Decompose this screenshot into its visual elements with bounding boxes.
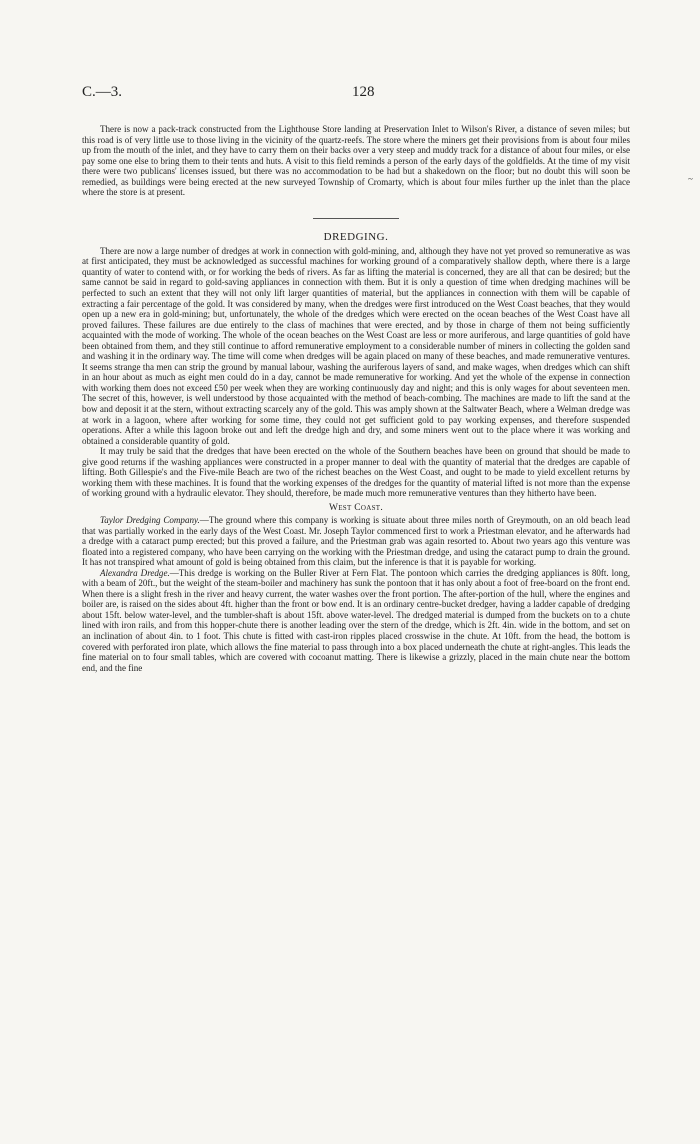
taylor-paragraph [82,515,630,568]
margin-mark: ~ [688,174,693,184]
page-number: 128 [352,84,375,100]
dredging-heading: DREDGING. [323,230,389,243]
alexandra-body: —This dredge is working on the Buller River at Fern Flat. The pontoon which carries the dredging appliances is 80ft. long, with a beam of 20ft., but the weight of the steam-boiler and machinery has sunk the pontoon that it has only about a foot of free-board on the front end. When there is a slight fresh in the river and heavy current, the water washes over the front portion. The after-portion of the hull, where the engines and boiler are, is raised on the sides about 4ft. higher than the front or bow end. It is an ordinary centre-bucket dredger, having a ladder capable of dredging about 15ft. below water-level, and the tumbler-shaft is about 15ft. above water-level. The dredged material is dumped from the buckets on to a chute lined with iron rails, and from this hopper-chute there is another leading over the stern of the dredge, which is 2ft. 4in. wide in the bottom, and set on an inclination of about 4in. to 1 foot. This chute is fitted with cast-iron ripples placed crosswise in the chute. At 10ft. from the head, the bottom is covered with perforated iron plate, which allows the fine material to pass through into a box placed underneath the chute at right-angles. This leads the fine material on to four small tables, which are covered with cocoanut matting. There is likewise a grizzly, placed in the main chute near the bottom end, and the fine [82,567,630,673]
dredging-paragraph-2: It may truly be said that the dredges that have been erected on the whole of the Southern beaches have been on ground that should be made to give good returns if the washing appliances were constructed in a proper manner to deal with the quantity of material that the dredges are capable of lifting. Both Gillespie's and the Five-mile Beach are two of the richest beaches on the West Coast, and ought to be made to yield excellent returns by working them with these machines. It is found that the working expenses of the dredges for the quantity of material lifted is not more than the expense of working ground with a hydraulic elevator. They should, therefore, be made much more remunerative ventures than they hitherto have been. [82,446,630,499]
document-page [82,84,630,673]
intro-paragraph: There is now a pack-track constructed from the Lighthouse Store landing at Preservation Inlet to Wilson's River, a distance of seven miles; but this road is of very little use to those living in the vicinity of the quartz-reefs. The store where the miners get their provisions from is about four miles up from the mouth of the inlet, and they have to carry them on their backs over a very steep and muddy track for a distance of about four miles, or else pay some one else to bring them to their tents and huts. A visit to this field reminds a person of the early days of the goldfields. At the time of my visit there were two publicans' licenses issued, but there was no accommodation to be had but a shakedown on the floor; but no doubt this will soon be remedied, as buildings were being erected at the new surveyed Township of Cromarty, which is about four miles further up the inlet than the place where the store is at present. [82,124,630,198]
report-reference: C.—3. [82,84,123,100]
dredging-paragraph-1: There are now a large number of dredges at work in connection with gold-mining, and, although they have not yet proved so remunerative as was at first anticipated, they must be acknowledged as successful machines for working ground of a comparatively shallow depth, where there is a large quantity of water to contend with, or for working the beds of rivers. As far as lifting the material is concerned, they are all that can be desired; but the same cannot be said in regard to gold-saving appliances in connection with them. But it is only a question of time when dredging machines will be perfected to such an extent that they will not only lift larger quantities of material, but the appliances in connection with them will be capable of extracting a fair percentage of the gold. It was considered by many, when the dredges were first introduced on the West Coast beaches, that they would open up a new era in gold-mining; but, unfortunately, the whole of the dredges which were erected on the ocean beaches of the West Coast have all proved failures. These failures are due entirely to the class of machines that were erected, and by those in charge of them not being sufficiently acquainted with the mode of working. The whole of the ocean beaches on the West Coast are less or more auriferous, and large quantities of gold have been obtained from them, and they still continue to afford remunerative employment to a considerable number of miners in collecting the golden sand and washing it in the ordinary way. The time will come when dredges will be again placed on many of these beaches, and made remunerative ventures. It seems strange tha men can strip the ground by manual labour, washing the auriferous layers of sand, and make wages, when dredges which can shift in an hour about as much as eight men could do in a day, cannot be made remunerative for working. And yet the whole of the expense in connection with working them does not exceed £50 per week when they are working continuously day and night; and this is only wages for about seventeen men. The secret of this, however, is well understood by those acquainted with the method of beach-combing. The machines are made to lift the sand at the bow and deposit it at the stern, without extracting scarcely any of the gold. This was amply shown at the Saltwater Beach, where a Welman dredge was at work in a lagoon, where after working for some time, they could not get sufficient gold to pay working expenses, and therefore suspended operations. After a while this lagoon broke out and left the dredge high and dry, and some miners went out to the place where it was working and obtained a considerable quantity of gold. [82,245,630,446]
taylor-body: —The ground where this company is working is situate about three miles north of Greymouth, on an old beach lead that was partially worked in the early days of the West Coast. Mr. Joseph Taylor commenced first to work a Priestman elevator, and he afterwards had a dredge with a cataract pump erected; but this proved a failure, and the Priestman grab was again resorted to. About two years ago this venture was floated into a registered company, who have been carrying on the working with the Priestman dredge, and using the cataract pump to drain the ground. It has not transpired what amount of gold is being obtained from this claim, but the inference is that it is payable for working. [82,514,630,568]
west-coast-heading: West Coast. [328,502,384,513]
alexandra-dredge-title: Alexandra Dredge. [100,567,170,578]
alexandra-paragraph [82,568,630,673]
taylor-company-title: Taylor Dredging Company. [100,514,200,525]
page-header [82,84,630,106]
section-divider [313,218,399,219]
